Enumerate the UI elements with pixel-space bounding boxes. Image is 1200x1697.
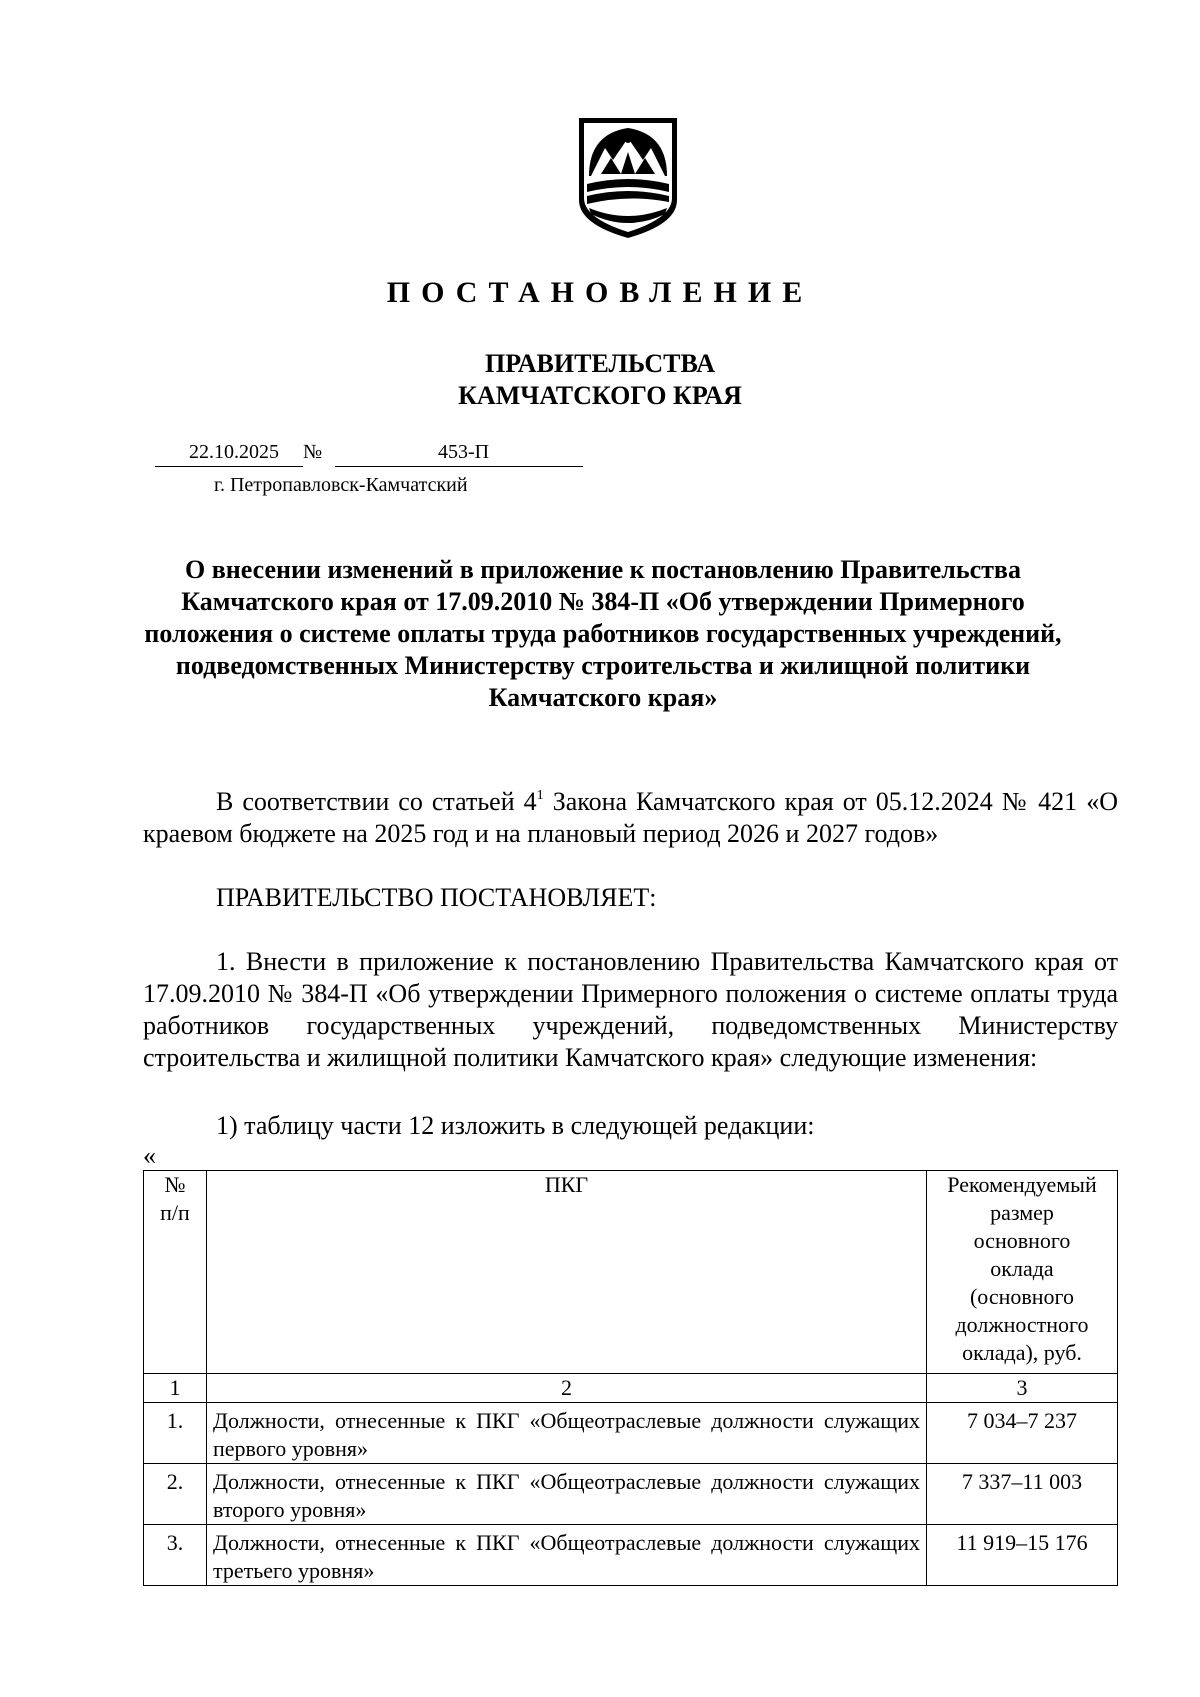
table-row (144, 1403, 1118, 1464)
basis-text-after: Закона Камчатского края от 05.12.2024 № 421 «О краевом бюджете на 2025 год и на плановый период 2026 и 2027 годов» (143, 787, 1118, 848)
number-sign: № (303, 441, 323, 463)
table-header-row (144, 1171, 1118, 1374)
column-number: 1 (144, 1374, 207, 1403)
table-row (144, 1464, 1118, 1525)
coat-of-arms-icon (575, 114, 681, 242)
number-underline (335, 465, 583, 467)
issuer (0, 348, 1200, 412)
date-underline (155, 465, 303, 467)
header-salary-line: (основного (969, 1284, 1075, 1309)
row-description: Должности, отнесенные к ПКГ «Общеотраслевые должности служащих первого уровня» (207, 1403, 927, 1464)
row-description: Должности, отнесенные к ПКГ «Общеотраслевые должности служащих третьего уровня» (207, 1525, 927, 1586)
header-salary-line: основного (973, 1228, 1071, 1253)
header-salary-line: размер (990, 1200, 1054, 1225)
item-1: 1. Внести в приложение к постановлению Правительства Камчатского края от 17.09.2010 № 384-П «Об утверждении Примерного положения о системе оплаты труда работников государственных учреждений, подведомственных Министерству строительства и жилищной политики Камчатского края» следующие изменения: (143, 947, 1118, 1072)
row-salary: 7 034–7 237 (927, 1403, 1118, 1464)
document-date: 22.10.2025 (189, 441, 279, 463)
row-number: 1. (144, 1403, 207, 1464)
row-number: 3. (144, 1525, 207, 1586)
row-description: Должности, отнесенные к ПКГ «Общеотраслевые должности служащих второго уровня» (207, 1464, 927, 1525)
document-title: ПОСТАНОВЛЕНИЕ (386, 276, 814, 309)
salary-table (143, 1170, 1118, 1586)
header-salary-line: должностного (955, 1312, 1089, 1337)
issuer-line-1: ПРАВИТЕЛЬСТВА (485, 349, 715, 378)
header-num-line-2: п/п (160, 1200, 190, 1225)
legal-basis (143, 786, 1118, 850)
document-number: 453-П (438, 441, 490, 463)
document-subject: О внесении изменений в приложение к постановлению Правительства Камчатского края от 17.09.2010 № 384-П «Об утверждении Примерного положения о системе оплаты труда работников государственных учреждений, подведомственных Министерству строительства и жилищной политики Камчатского края» (144, 555, 1062, 712)
quote-open: « (143, 1141, 156, 1170)
date-number-line (155, 441, 585, 467)
basis-text-before: В соответствии со статьей 4 (216, 787, 537, 816)
header-salary-line: оклада), руб. (962, 1340, 1082, 1365)
decree-statement: ПРАВИТЕЛЬСТВО ПОСТАНОВЛЯЕТ: (216, 883, 657, 912)
city: г. Петропавловск-Камчатский (214, 474, 468, 496)
row-salary: 7 337–11 003 (927, 1464, 1118, 1525)
header-salary (927, 1171, 1118, 1374)
row-number: 2. (144, 1464, 207, 1525)
column-number: 3 (927, 1374, 1118, 1403)
column-number-row (144, 1374, 1118, 1403)
table-row (144, 1525, 1118, 1586)
row-salary: 11 919–15 176 (927, 1525, 1118, 1586)
column-number: 2 (207, 1374, 927, 1403)
header-pkg: ПКГ (207, 1171, 927, 1374)
item-1-1: 1) таблицу части 12 изложить в следующей редакции: (216, 1111, 815, 1140)
header-salary-line: Рекомендуемый (947, 1172, 1097, 1197)
issuer-line-2: КАМЧАТСКОГО КРАЯ (458, 381, 742, 410)
header-num (144, 1171, 207, 1374)
basis-superscript: 1 (536, 788, 544, 803)
header-salary-line: оклада (990, 1256, 1054, 1281)
header-num-line-1: № (164, 1172, 186, 1197)
